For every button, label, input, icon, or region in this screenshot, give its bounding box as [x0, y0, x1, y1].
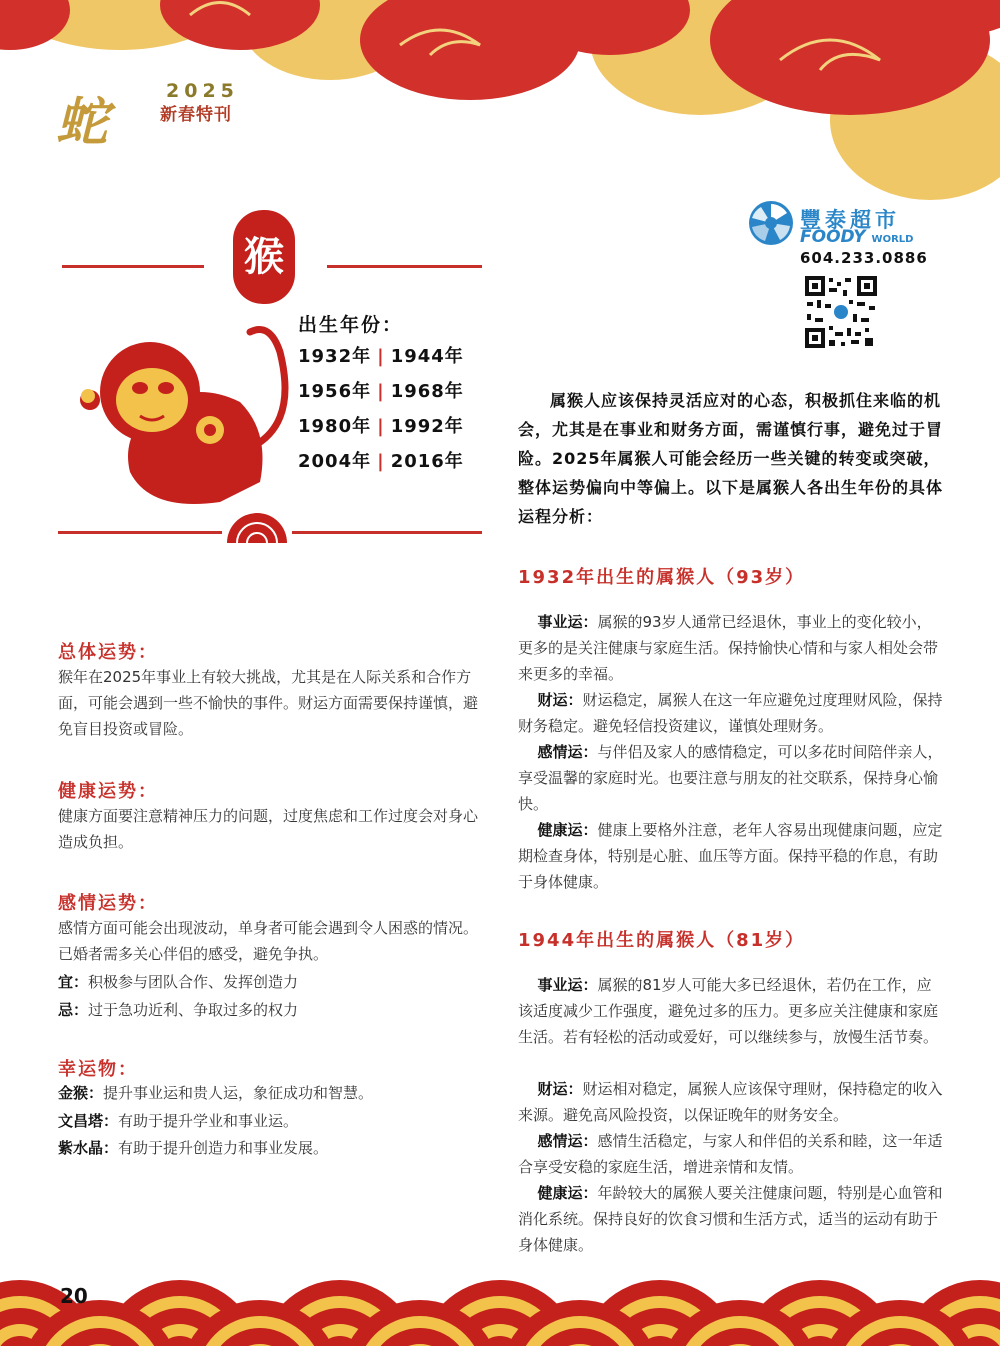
career-fortune-1932: 事业运：属猴的93岁人通常已经退休，事业上的变化较小，更多的是关注健康与家庭生活。保持愉快心情和与家人相处会带来更多的幸福。 — [518, 613, 939, 683]
monkey-illustration — [70, 312, 300, 512]
advertiser-name-cn: 豐泰超市 — [800, 208, 900, 232]
wealth-fortune-1932: 财运：财运稳定，属猴人在这一年应避免过度理财风险，保持财务稳定。避免轻信投资建议，谨慎处理财务。 — [518, 691, 943, 735]
wealth-fortune-1944: 财运：财运相对稳定，属猴人应该保守理财，保持稳定的收入来源。避免高风险投资，以保证晚年的财务安全。 — [518, 1080, 943, 1124]
wave-ornament — [222, 513, 292, 553]
issue-subtitle: 新春特刊 — [160, 105, 232, 125]
section-1932-heading: 1932年出生的属猴人（93岁） — [518, 567, 806, 588]
birth-year-row: 1932年 | 1944年 — [298, 346, 464, 367]
cloud-border-top — [0, 0, 1000, 200]
monkey-seal: 猴 — [233, 210, 295, 304]
section-1944-heading: 1944年出生的属猴人（81岁） — [518, 930, 806, 951]
birth-year-row: 1980年 | 1992年 — [298, 416, 464, 437]
lucky-item: 紫水晶：有助于提升创造力和事业发展。 — [58, 1139, 329, 1157]
brand-logo-glyph: 蛇 — [56, 92, 105, 153]
lucky-item: 文昌塔：有助于提升学业和事业运。 — [58, 1112, 299, 1130]
wave-border-bottom — [0, 1240, 1000, 1346]
birth-years-title: 出生年份： — [298, 314, 404, 336]
qr-code[interactable] — [805, 276, 877, 348]
lucky-items-heading: 幸运物： — [58, 1059, 138, 1080]
love-fortune-1932: 感情运：与伴侣及家人的感情稳定，可以多花时间陪伴亲人，享受温馨的家庭时光。也要注意与朋友的社交联系，保持身心愉快。 — [518, 743, 943, 813]
advertiser-name-en: FOODY WORLD — [800, 227, 914, 247]
health-fortune-heading: 健康运势： — [58, 781, 158, 802]
overall-fortune-text: 猴年在2025年事业上有较大挑战，尤其是在人际关系和合作方面，可能会遇到一些不愉快的事件。财运方面需要保持谨慎，避免盲目投资或冒险。 — [58, 668, 479, 738]
health-fortune-text: 健康方面要注意精神压力的问题，过度焦虑和工作过度会对身心造成负担。 — [58, 807, 479, 851]
issue-year: 2025 — [166, 80, 239, 102]
header-rule-left — [62, 265, 204, 268]
health-fortune-1944: 健康运：年龄较大的属猴人要关注健康问题，特别是心血管和消化系统。保持良好的饮食习惯和生活方式，适当的运动有助于身体健康。 — [518, 1184, 943, 1254]
page-number: 20 — [60, 1284, 88, 1308]
foody-world-logo-icon — [748, 200, 794, 246]
love-fortune-heading: 感情运势： — [58, 893, 158, 914]
intro-paragraph: 属猴人应该保持灵活应对的心态，积极抓住来临的机会，尤其是在事业和财务方面，需谨慎行事，避免过于冒险。2025年属猴人可能会经历一些关键的转变或突破，整体运势偏向中等偏上。以下是属猴人各出生年份的具体运程分析： — [518, 391, 944, 526]
love-fortune-1944: 感情运：感情生活稳定，与家人和伴侣的关系和睦，这一年适合享受安稳的家庭生活，增进亲情和友情。 — [518, 1132, 943, 1176]
overall-fortune-heading: 总体运势： — [58, 642, 158, 663]
career-fortune-1944: 事业运：属猴的81岁人可能大多已经退休，若仍在工作，应该适度减少工作强度，避免过多的压力。更多应关注健康和家庭生活。若有轻松的活动或爱好，可以继续参与，放慢生活节奏。 — [518, 976, 939, 1046]
lucky-item: 金猴：提升事业运和贵人运，象征成功和智慧。 — [58, 1084, 374, 1102]
advertiser-phone: 604.233.0886 — [800, 249, 928, 267]
birth-year-row: 1956年 | 1968年 — [298, 381, 464, 402]
birth-year-row: 2004年 | 2016年 — [298, 451, 464, 472]
love-fortune-text: 感情方面可能会出现波动，单身者可能会遇到令人困惑的情况。已婚者需多关心伴侣的感受，避免争执。 — [58, 919, 479, 963]
avoid-line: 忌：过于急功近利、争取过多的权力 — [58, 1001, 299, 1019]
header-rule-right — [327, 265, 482, 268]
health-fortune-1932: 健康运：健康上要格外注意，老年人容易出现健康问题，应定期检查身体，特别是心脏、血压等方面。保持平稳的作息，有助于身体健康。 — [518, 821, 943, 891]
do-line: 宜：积极参与团队合作、发挥创造力 — [58, 973, 299, 991]
